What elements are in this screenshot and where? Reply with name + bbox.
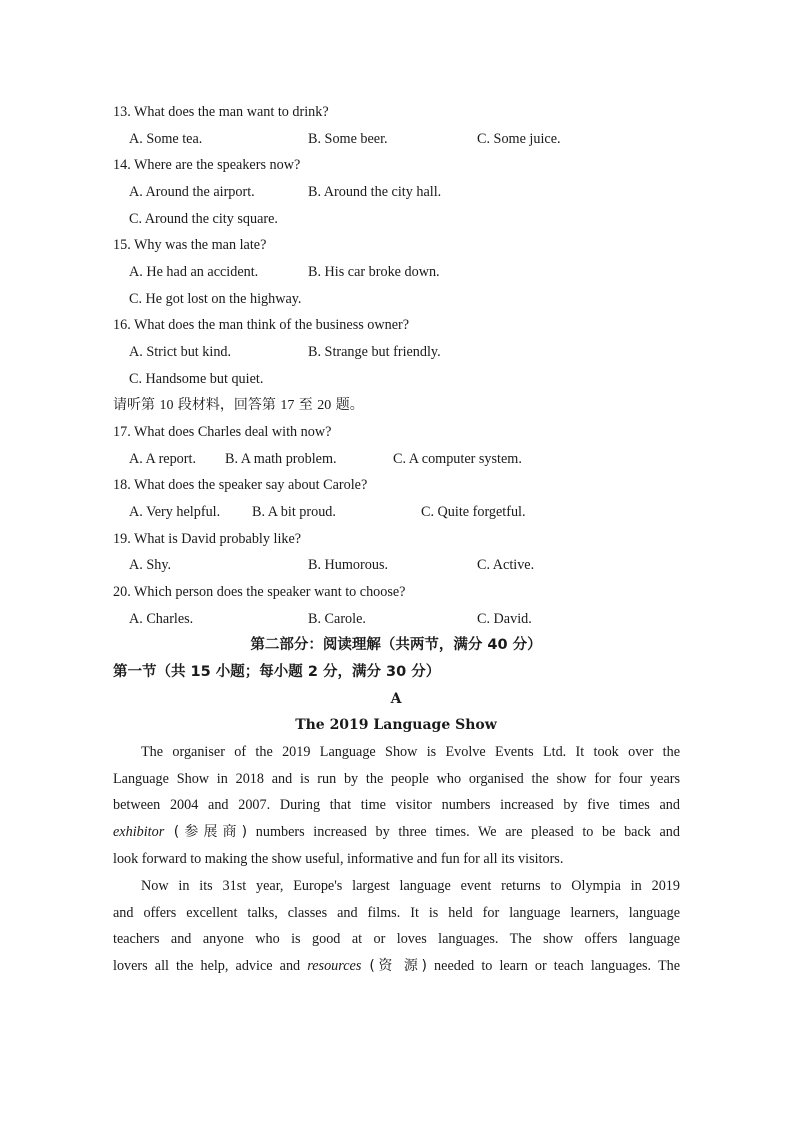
option-a: A. Strict but kind.	[129, 344, 232, 360]
paragraph-line: between 2004 and 2007. During that time visitor numbers increased by five times and	[113, 797, 680, 814]
paragraph-line: Now in its 31st year, Europe's largest language event returns to Olympia in 2019	[141, 878, 680, 894]
option-a: A. He had an accident.	[129, 264, 259, 280]
question-18-stem: 18. What does the speaker say about Carole?	[113, 477, 368, 493]
question-18-options	[113, 499, 683, 526]
question-19-options	[113, 552, 683, 579]
option-b: B. Some beer.	[308, 131, 388, 147]
paragraph-line: and offers excellent talks, classes and films. It is held for language learners, language	[113, 904, 680, 921]
option-c: C. Around the city square.	[129, 211, 278, 227]
question-15-options	[113, 259, 683, 286]
question-19-stem: 19. What is David probably like?	[113, 531, 302, 547]
chinese-gloss: (资 源)	[361, 958, 427, 975]
option-b: B. Around the city hall.	[308, 184, 442, 200]
question-13-options	[113, 126, 683, 153]
paragraph-line: exhibitor (参展商) numbers increased by three times. We are pleased to be back and	[113, 824, 680, 841]
passage-paragraph-2	[113, 873, 680, 980]
paragraph-line: lovers all the help, advice and resources (资 源) needed to learn or teach languages. The	[113, 958, 681, 975]
section1-heading: 第一节（共 15 小题；每小题 2 分，满分 30 分）	[113, 664, 441, 680]
option-a: A. Very helpful.	[129, 504, 221, 520]
passage-paragraph-1	[113, 739, 680, 872]
paragraph-line: look forward to making the show useful, informative and fun for all its visitors.	[113, 850, 564, 867]
passage-title: The 2019 Language Show	[295, 717, 497, 733]
option-c: C. David.	[477, 611, 532, 627]
option-b: B. A math problem.	[225, 451, 337, 467]
option-a: A. Charles.	[129, 611, 194, 627]
option-b: B. Humorous.	[308, 557, 389, 573]
passage-label: A	[390, 691, 402, 707]
question-14-stem: 14. Where are the speakers now?	[113, 157, 301, 173]
paragraph-line: The organiser of the 2019 Language Show is Evolve Events Ltd. It took over the	[141, 744, 680, 760]
option-b: B. A bit proud.	[252, 504, 336, 520]
question-20-options	[113, 606, 683, 633]
option-c: C. A computer system.	[393, 451, 522, 467]
question-16-stem: 16. What does the man think of the business owner?	[113, 317, 410, 333]
option-c: C. He got lost on the highway.	[129, 291, 302, 307]
option-c: C. Quite forgetful.	[421, 504, 526, 520]
listening-section-note: 请听第 10 段材料，回答第 17 至 20 题。	[113, 397, 364, 413]
paragraph-line: teachers and anyone who is good at or loves languages. The show offers language	[113, 931, 680, 948]
question-14-options	[113, 179, 683, 206]
option-a: A. Some tea.	[129, 131, 203, 147]
glossed-word: exhibitor	[113, 824, 165, 841]
option-c: C. Some juice.	[477, 131, 561, 147]
chinese-gloss: (参展商)	[164, 824, 248, 841]
glossed-word: resources	[307, 958, 362, 975]
question-17-stem: 17. What does Charles deal with now?	[113, 424, 332, 440]
question-15-option-c-line	[113, 286, 683, 313]
option-a: A. A report.	[129, 451, 196, 467]
paragraph-line: Language Show in 2018 and is run by the people who organised the show for four years	[113, 770, 680, 787]
option-c: C. Active.	[477, 557, 535, 573]
question-16-option-c-line	[113, 366, 683, 393]
option-b: B. Carole.	[308, 611, 366, 627]
option-b: B. His car broke down.	[308, 264, 440, 280]
question-17-options	[113, 446, 683, 473]
question-13-stem: 13. What does the man want to drink?	[113, 104, 329, 120]
option-a: A. Around the airport.	[129, 184, 255, 200]
part2-heading: 第二部分：阅读理解（共两节，满分 40 分）	[250, 637, 542, 653]
option-c: C. Handsome but quiet.	[129, 371, 264, 387]
option-a: A. Shy.	[129, 557, 172, 573]
question-15-stem: 15. Why was the man late?	[113, 237, 267, 253]
question-14-option-c-line	[113, 206, 683, 233]
option-b: B. Strange but friendly.	[308, 344, 441, 360]
question-20-stem: 20. Which person does the speaker want to choose?	[113, 584, 406, 600]
question-16-options	[113, 339, 683, 366]
